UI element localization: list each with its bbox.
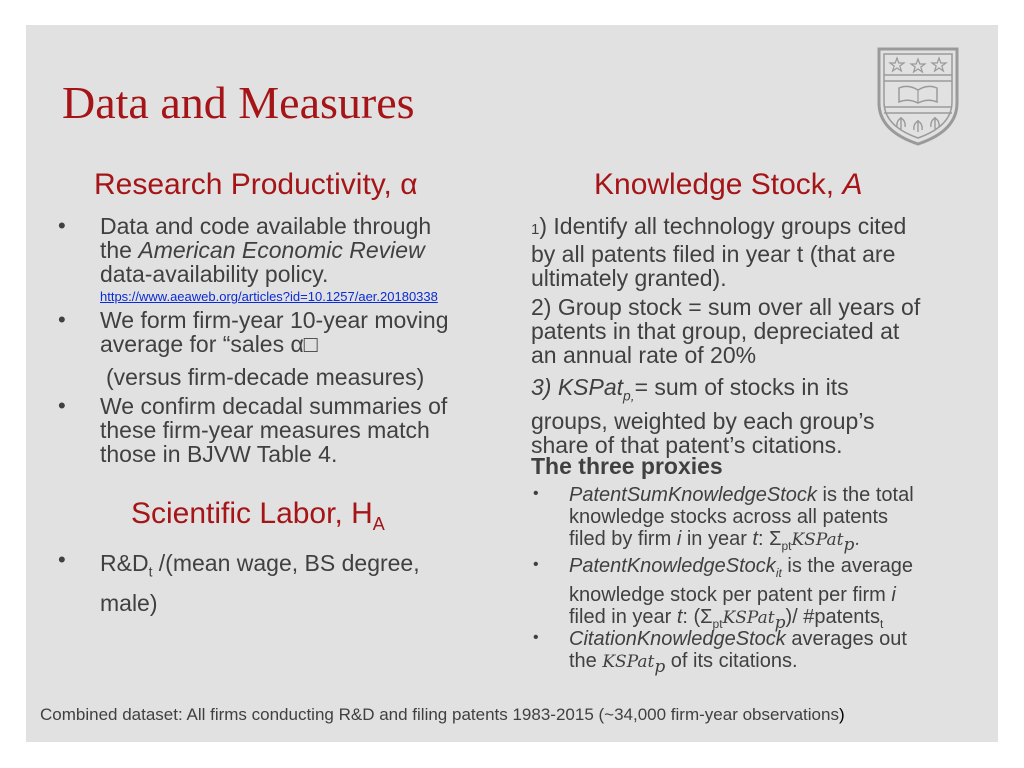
text-fragment: is the total bbox=[816, 484, 914, 506]
step-text-line: share of that patent’s citations. bbox=[531, 431, 843, 458]
proxy-patent-sum-knowledge-stock bbox=[569, 484, 914, 557]
bullet-text-line: data-availability policy. bbox=[100, 261, 329, 287]
subscript: p bbox=[774, 613, 786, 633]
knowledge-stock-symbol: A bbox=[842, 168, 863, 201]
bullet-text-line: these firm-year measures match bbox=[100, 417, 430, 443]
math-kspat: KSPat bbox=[791, 530, 844, 550]
math-kspat: KSPat bbox=[602, 652, 655, 672]
proxy-text-line bbox=[569, 484, 914, 506]
bullet-marker: • bbox=[533, 556, 539, 573]
bullet-marker: • bbox=[58, 547, 66, 572]
proxy-text-line bbox=[569, 528, 914, 557]
math-var: t bbox=[676, 606, 683, 628]
subscript: pt bbox=[712, 617, 723, 631]
step-text-line bbox=[531, 375, 875, 409]
proxy-text-line bbox=[569, 650, 907, 678]
text-fragment: /(mean wage, BS degree, bbox=[152, 550, 420, 576]
heading-subscript: A bbox=[372, 514, 385, 534]
step-3-kspat bbox=[531, 375, 875, 457]
step-text-line bbox=[531, 214, 906, 242]
subscript: p bbox=[654, 657, 666, 677]
text-fragment: . bbox=[854, 530, 860, 550]
proxy-text-line bbox=[569, 584, 913, 606]
math-var: i bbox=[891, 584, 896, 606]
research-productivity-heading bbox=[94, 170, 418, 200]
step-2-group-stock bbox=[531, 295, 920, 367]
bullet-text-line bbox=[100, 238, 431, 262]
page-title: Data and Measures bbox=[62, 77, 415, 128]
bullet-decadal-summaries bbox=[100, 394, 447, 466]
alpha-symbol: α bbox=[400, 168, 418, 201]
text-fragment: is the average bbox=[781, 555, 914, 577]
slide bbox=[26, 25, 998, 742]
scientific-labor-heading-text: Scientific Labor, H bbox=[131, 497, 373, 530]
math-var: t bbox=[752, 528, 758, 550]
text-fragment: averages out bbox=[785, 628, 907, 650]
bullet-marker: • bbox=[533, 485, 539, 502]
math-var: i bbox=[676, 528, 682, 550]
aea-article-link[interactable]: https://www.aeaweb.org/articles?id=10.1257/aer.20180338 bbox=[100, 289, 438, 304]
step-text-line: 2) Group stock = sum over all years of bbox=[531, 294, 921, 320]
proxy-name: PatentSumKnowledgeStock bbox=[569, 484, 817, 506]
university-shield-logo bbox=[875, 45, 961, 147]
bullet-rd-wage bbox=[100, 548, 420, 618]
bullet-marker: • bbox=[533, 629, 539, 646]
proxy-citation-knowledge-stock bbox=[569, 628, 907, 678]
footer-text: Combined dataset: All firms conducting R&D and filing patents 1983-2015 (~34,000 firm-year observations bbox=[40, 705, 839, 724]
bullet-text-line: Data and code available through bbox=[100, 213, 432, 239]
text-fragment: = sum of stocks in its bbox=[634, 374, 849, 400]
math-kspat: KSPat bbox=[722, 608, 775, 628]
text-fragment: the bbox=[569, 650, 603, 672]
subscript: t bbox=[148, 564, 153, 580]
text-fragment: : (Σ bbox=[682, 606, 713, 628]
bullet-text-line: those in BJVW Table 4. bbox=[100, 441, 338, 467]
footer-close-paren: ) bbox=[838, 705, 845, 724]
text-fragment: R&D bbox=[100, 550, 149, 576]
subscript: p bbox=[843, 535, 855, 555]
proxy-text-line: knowledge stocks across all patents bbox=[569, 506, 889, 528]
text-fragment: the bbox=[100, 237, 139, 263]
bullet-text-line bbox=[100, 548, 420, 588]
research-productivity-heading-text: Research Productivity, bbox=[94, 168, 401, 201]
bullet-text-line: We form firm-year 10-year moving bbox=[100, 307, 449, 333]
bullet-text-line: We confirm decadal summaries of bbox=[100, 393, 448, 419]
journal-name: American Economic Review bbox=[138, 237, 425, 263]
decade-measures-note: (versus firm-decade measures) bbox=[106, 364, 425, 390]
three-proxies-heading: The three proxies bbox=[531, 453, 723, 479]
bullet-marker: • bbox=[58, 213, 66, 238]
knowledge-stock-heading-text: Knowledge Stock, bbox=[594, 168, 843, 201]
bullet-text-line: average for “sales α□ bbox=[100, 331, 318, 357]
text-fragment: knowledge stock per patent per firm bbox=[569, 584, 892, 606]
text-fragment: ) Identify all technology groups cited bbox=[539, 213, 907, 239]
text-fragment: of its citations. bbox=[665, 650, 798, 672]
proxy-name: PatentKnowledgeStock bbox=[569, 555, 776, 577]
step-text-line: an annual rate of 20% bbox=[531, 342, 757, 368]
proxy-patent-knowledge-stock bbox=[569, 555, 913, 635]
step-number: 1 bbox=[531, 221, 540, 238]
subscript: p, bbox=[623, 388, 635, 404]
kspat-term: 3) KSPat bbox=[531, 374, 624, 400]
step-text-line: patents in that group, depreciated at bbox=[531, 318, 900, 344]
subscript: pt bbox=[781, 539, 792, 553]
bullet-moving-average bbox=[100, 308, 449, 356]
step-text-line: ultimately granted). bbox=[531, 265, 727, 291]
proxy-name: CitationKnowledgeStock bbox=[569, 628, 786, 650]
text-fragment: : Σ bbox=[757, 528, 782, 550]
bullet-marker: • bbox=[58, 307, 66, 332]
proxy-text-line bbox=[569, 628, 907, 650]
step-1-identify-groups bbox=[531, 214, 906, 290]
knowledge-stock-heading bbox=[594, 170, 863, 200]
proxy-text-line bbox=[569, 555, 913, 584]
bullet-text-line: male) bbox=[100, 589, 158, 616]
bullet-marker: • bbox=[58, 393, 66, 418]
text-fragment: )/ #patents bbox=[785, 606, 880, 628]
step-text-line: groups, weighted by each group’s bbox=[531, 407, 875, 434]
step-text-line: by all patents filed in year t (that are bbox=[531, 241, 896, 267]
scientific-labor-heading bbox=[131, 499, 385, 533]
footer-dataset-note bbox=[40, 705, 845, 725]
text-fragment: in year bbox=[681, 528, 753, 550]
subscript: it bbox=[775, 566, 782, 580]
text-fragment: filed by firm bbox=[569, 528, 677, 550]
text-fragment: filed in year bbox=[569, 606, 677, 628]
subscript: t bbox=[879, 617, 884, 631]
bullet-data-availability bbox=[100, 214, 431, 286]
